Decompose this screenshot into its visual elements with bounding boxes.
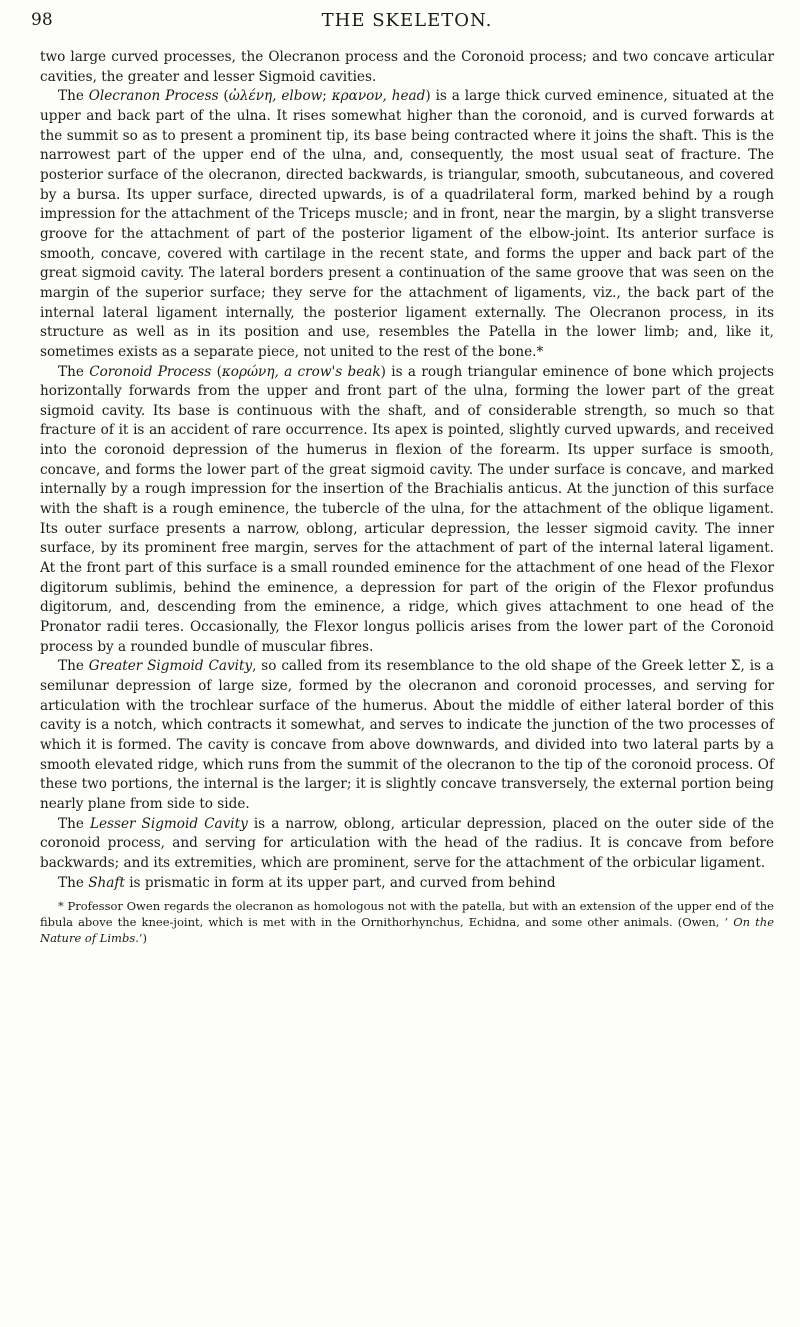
text-run: The bbox=[58, 658, 89, 675]
term-lesser-sigmoid-cavity: Lesser Sigmoid Cavity bbox=[89, 815, 248, 832]
body-text bbox=[40, 48, 774, 893]
page-header bbox=[31, 10, 774, 38]
text-run: The bbox=[58, 874, 89, 891]
footnote-text: * Professor Owen regards the olecranon as homologous not with the patella, but with an extension of the upper end of the fibula above the knee-joint, which is met with in the Ornithorhynchus, Echidna, and some other animals. (Owen, ‘ bbox=[40, 899, 774, 930]
text-run: ; bbox=[322, 88, 332, 105]
paragraph-continuation bbox=[40, 48, 774, 87]
text-run: is a narrow, oblong, articular depression, placed on the outer side of the coronoid process, and serving for articulation with the head of the radius. It is concave from before backwards; and its extremities, which are prominent, serve for the attachment of the orbicular ligament. bbox=[40, 815, 774, 871]
text-run: ) is a rough triangular eminence of bone which projects horizontally forwards from the upper and front part of the ulna, forming the lower part of the great sigmoid cavity. Its base is continuous with the shaft, and of considerable strength, so much so that fracture of it is an accident of rare occurrence. Its apex is pointed, slightly curved upwards, and received into the coronoid depression of the humerus in flexion of the forearm. Its upper surface is smooth, concave, and forms the lower part of the great sigmoid cavity. The under surface is concave, and marked internally by a rough impression for the insertion of the Brachialis anticus. At the junction of this surface with the shaft is a rough eminence, the tubercle of the ulna, for the attachment of the oblique ligament. Its outer surface presents a narrow, oblong, articular depression, the lesser sigmoid cavity. The inner surface, by its prominent free margin, serves for the attachment of part of the internal lateral ligament. At the front part of this surface is a small rounded eminence for the attachment of one head of the Flexor digitorum sublimis, behind the eminence, a depression for part of the origin of the Flexor profundus digitorum, and, descending from the eminence, a ridge, which gives attachment to one head of the Pronator radii teres. Occasionally, the Flexor longus pollicis arises from the lower part of the Coronoid process by a rounded bundle of muscular fibres. bbox=[40, 363, 774, 655]
term-shaft: Shaft bbox=[88, 874, 125, 891]
etymology-crows-beak: κορώνη, a crow's beak bbox=[221, 363, 381, 380]
running-title: THE SKELETON. bbox=[321, 10, 493, 31]
paragraph-olecranon bbox=[40, 87, 774, 362]
etymology-elbow: ὠλένη, elbow bbox=[228, 88, 323, 105]
text-run: The bbox=[58, 88, 89, 105]
footnote-citation-title: On the Nature of Limbs bbox=[40, 915, 774, 946]
book-page bbox=[31, 10, 775, 946]
text-run: ) is a large thick curved eminence, situated at the upper and back part of the ulna. It rises somewhat higher than the coronoid, and is curved forwards at the summit so as to present a prominent tip, its base being contracted where it joins the shaft. This is the narrowest part of the upper end of the ulna, and, consequently, the most usual seat of fracture. The posterior surface of the olecranon, directed backwards, is triangular, smooth, subcutaneous, and covered by a bursa. Its upper surface, directed upwards, is of a quadrilateral form, marked behind by a rough impression for the attachment of the Triceps muscle; and in front, near the margin, by a slight transverse groove for the attachment of part of the posterior ligament of the elbow-joint. Its anterior surface is smooth, concave, covered with cartilage in the recent state, and forms the upper and back part of the great sigmoid cavity. The lateral borders present a continuation of the same groove that was seen on the margin of the superior surface; they serve for the attachment of ligaments, viz., the back part of the internal lateral ligament internally, the posterior ligament externally. The Olecranon process, in its structure as well as in its position and use, resembles the Patella in the lower limb; and, like it, sometimes exists as a separate piece, not united to the rest of the bone.* bbox=[40, 88, 775, 360]
text-run: two large curved processes, the Olecranon process and the Coronoid process; and two concave articular cavities, the greater and lesser Sigmoid cavities. bbox=[40, 49, 774, 85]
paragraph-lesser-sigmoid bbox=[40, 815, 774, 874]
text-run: The bbox=[58, 815, 90, 832]
term-olecranon-process: Olecranon Process bbox=[88, 88, 219, 105]
paragraph-shaft bbox=[40, 874, 774, 894]
term-greater-sigmoid-cavity: Greater Sigmoid Cavity bbox=[88, 658, 253, 675]
text-run: ( bbox=[211, 363, 222, 380]
text-run: , so called from its resemblance to the old shape of the Greek letter Σ, is a semilunar depression of large size, formed by the olecranon and coronoid processes, and serving for articulation with the trochlear surface of the humerus. About the middle of either lateral border of this cavity is a notch, which contracts it somewhat, and serves to indicate the junction of the two processes of which it is formed. The cavity is concave from above downwards, and divided into two lateral parts by a smooth elevated ridge, which runs from the summit of the olecranon to the tip of the coronoid process. Of these two portions, the internal is the larger; it is slightly concave transversely, the external portion being nearly plane from side to side. bbox=[40, 658, 774, 812]
footnote-text: .’) bbox=[135, 931, 148, 946]
etymology-head: κρανον, head bbox=[331, 88, 426, 105]
page-number: 98 bbox=[31, 10, 53, 30]
text-run: is prismatic in form at its upper part, and curved from behind bbox=[124, 874, 556, 891]
text-run: ( bbox=[218, 88, 229, 105]
footnote bbox=[40, 898, 774, 946]
text-run: The bbox=[58, 363, 90, 380]
paragraph-coronoid bbox=[40, 363, 774, 658]
term-coronoid-process: Coronoid Process bbox=[89, 363, 212, 380]
paragraph-greater-sigmoid bbox=[40, 657, 774, 814]
